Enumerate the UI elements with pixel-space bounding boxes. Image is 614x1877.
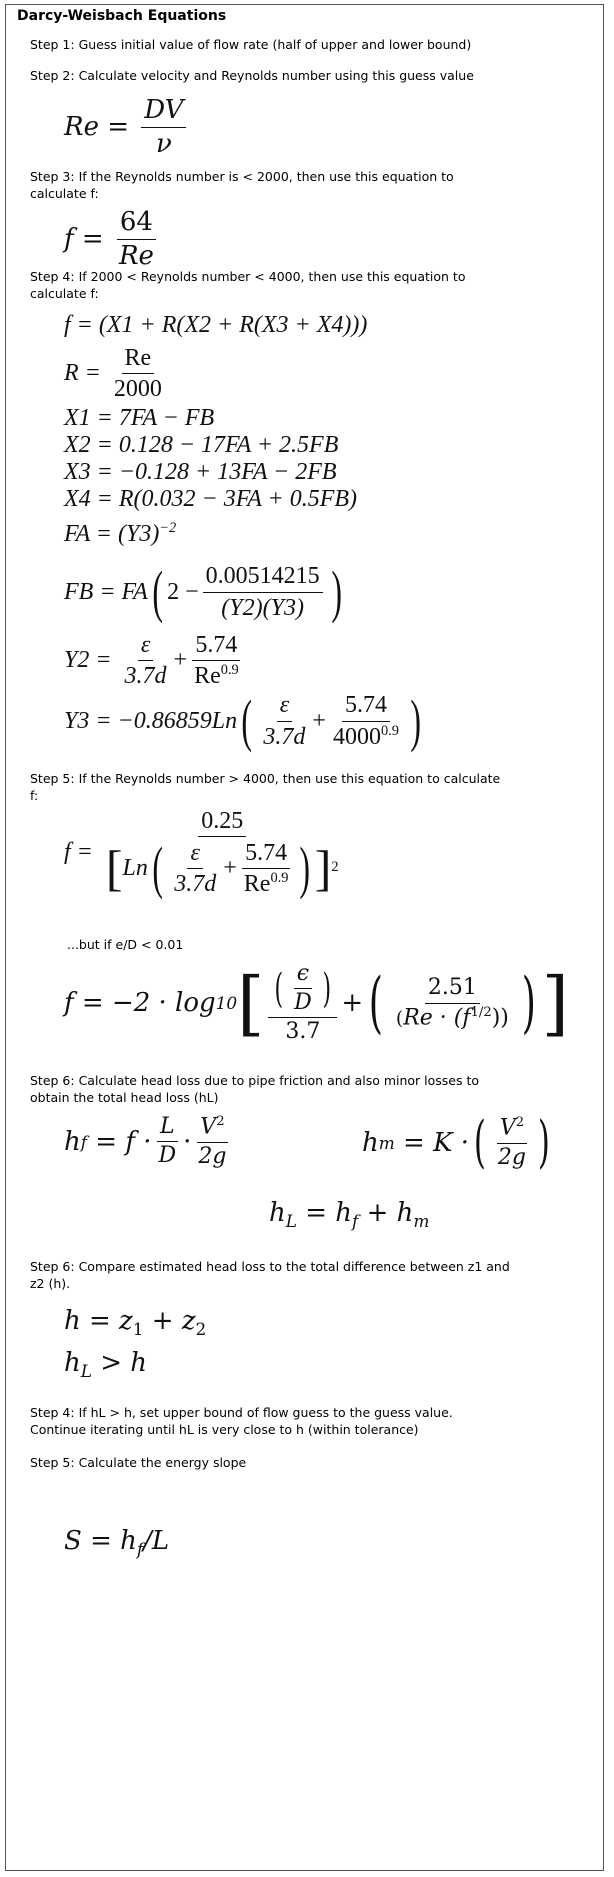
colebrook-equation: f = −2 · log 10 [ ( $\frac{\epsilon}{D}$ ) 3.7 + ( $\frac{2.51}{(Re \cdot (f^{1/2}))}$ ) ] bbox=[64, 961, 569, 1045]
step-3-text: Step 3: If the Reynolds number is < 2000, then use this equation to calculate f: bbox=[30, 169, 454, 201]
x2-equation: X2 = 0.128 − 17FA + 2.5FB bbox=[64, 432, 339, 458]
fb-equation: FB = FA ( 2 − $\frac{0.00514215}{(Y2)(Y3)}$ ) bbox=[64, 559, 342, 624]
turbulent-friction-equation: f = 0.25 [ Ln ( $\frac{\varepsilon}{3.7d}$ + $\frac{5.74}{Re^{0.9}}$ ) ] 2 bbox=[64, 808, 339, 901]
reynolds-equation: Re = $\frac{DV}{\nu}$ bbox=[64, 96, 190, 158]
elevation-difference-equation: $h = z_1 + z_2$ bbox=[64, 1306, 207, 1340]
laminar-friction-equation: f = $\frac{64}{Re}$ bbox=[64, 208, 161, 270]
x3-equation: X3 = −0.128 + 13FA − 2FB bbox=[64, 459, 337, 485]
r-equation: R = $\frac{Re}{2000}$ bbox=[64, 345, 162, 403]
y3-equation: Y3 = −0.86859Ln ( $\frac{\varepsilon}{3.7d}$ + $\frac{5.74}{4000^{0.9}}$ ) bbox=[64, 688, 421, 753]
step-4-iterate-text: Step 4: If hL > h, set upper bound of flow guess to the guess value. Continue iterating until hL is very close to h (within tolerance) bbox=[30, 1405, 453, 1437]
minor-head-loss-equation: h m = K · ( $\frac{V^2}{2g}$ ) bbox=[362, 1110, 550, 1175]
friction-head-loss-equation: h f = f · $\frac{L}{D}$ · $\frac{V^2}{2g}$ bbox=[64, 1114, 227, 1169]
fa-equation: FA = $(Y3)^{-2}$ bbox=[64, 520, 177, 547]
head-loss-comparison: $h_L > h$ bbox=[64, 1348, 148, 1382]
step-1-text: Step 1: Guess initial value of flow rate (half of upper and lower bound) bbox=[30, 37, 472, 52]
step-6-text: Step 6: Calculate head loss due to pipe friction and also minor losses to obtain the total head loss (hL) bbox=[30, 1073, 480, 1105]
step-6-compare-text: Step 6: Compare estimated head loss to the total difference between z1 and z2 (h). bbox=[30, 1259, 510, 1291]
transition-f-equation: f = (X1 + R(X2 + R(X3 + X4))) bbox=[64, 312, 368, 338]
step-4-text: Step 4: If 2000 < Reynolds number < 4000, then use this equation to calculate f: bbox=[30, 269, 466, 301]
step-5-text: Step 5: If the Reynolds number > 4000, then use this equation to calculate f: bbox=[30, 771, 501, 803]
x4-equation: X4 = R(0.032 − 3FA + 0.5FB) bbox=[64, 486, 358, 512]
step-5-energy-slope-text: Step 5: Calculate the energy slope bbox=[30, 1455, 247, 1470]
y2-equation: Y2 = $\frac{\varepsilon}{3.7d}$ + $\frac{5.74}{Re^{0.9}}$ bbox=[64, 632, 239, 690]
colebrook-condition-note: ...but if e/D < 0.01 bbox=[67, 937, 184, 952]
step-2-text: Step 2: Calculate velocity and Reynolds number using this guess value bbox=[30, 68, 474, 83]
document-title: Darcy-Weisbach Equations bbox=[17, 8, 227, 24]
energy-slope-equation: $S = h_f/L$ bbox=[64, 1526, 170, 1560]
total-head-loss-equation: $h_L = h_f + h_m$ bbox=[269, 1198, 430, 1232]
x1-equation: X1 = 7FA − FB bbox=[64, 405, 215, 431]
